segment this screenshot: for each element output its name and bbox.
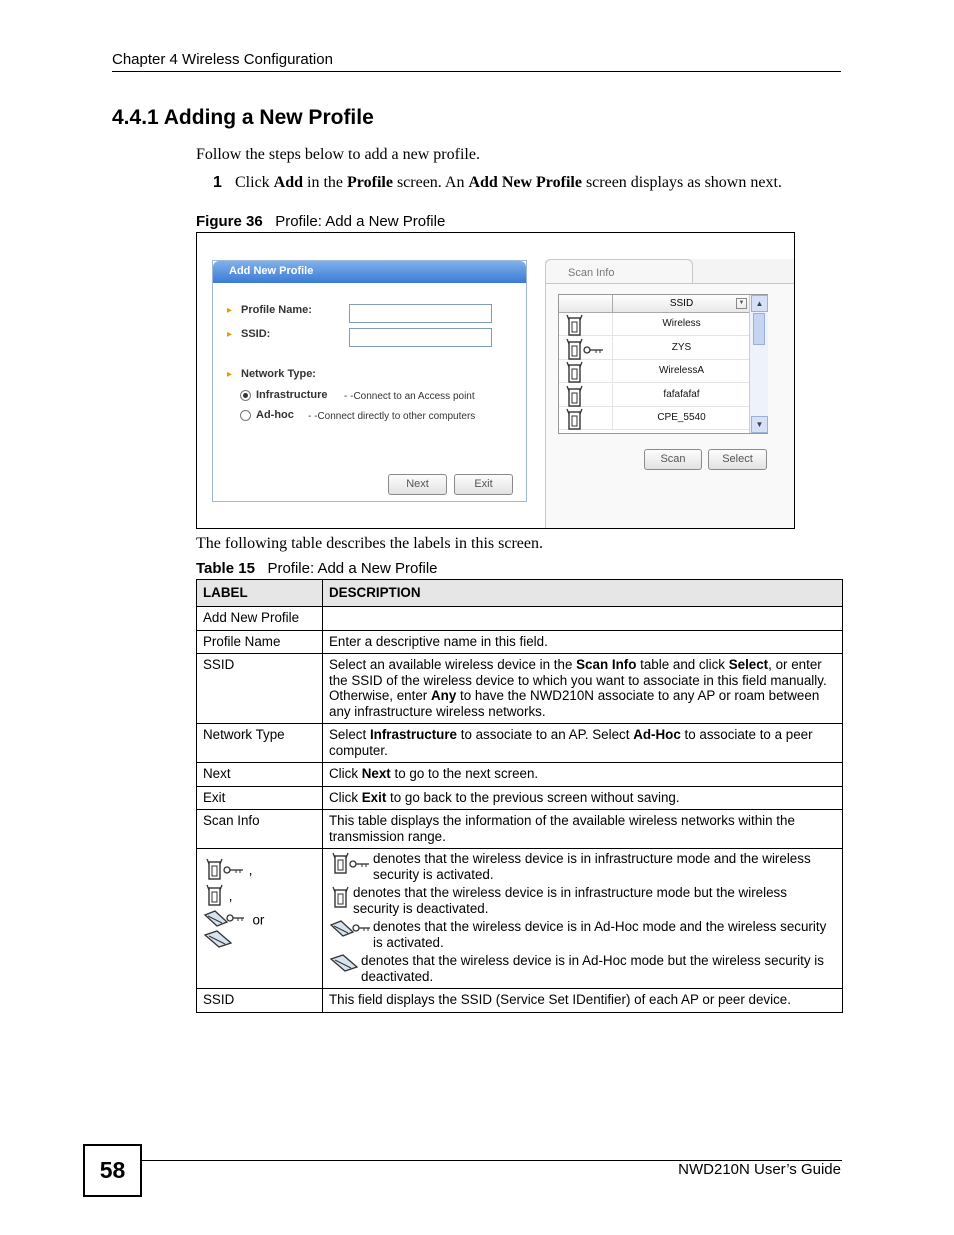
row-label: Exit [197, 786, 323, 810]
icon-legend-cell: , , or [197, 849, 323, 989]
chapter-header: Chapter 4 Wireless Configuration [112, 51, 333, 68]
scan-row-ssid: ZYS [612, 337, 750, 359]
table-row [197, 810, 843, 849]
scan-row[interactable] [559, 313, 749, 336]
table-caption: Table 15 Profile: Add a New Profile [196, 560, 438, 577]
infrastructure-desc: - -Connect to an Access point [344, 391, 475, 402]
panel-title-bar [213, 261, 526, 283]
label-header: LABEL [197, 580, 323, 607]
scan-row[interactable] [559, 337, 749, 360]
scan-row[interactable] [559, 360, 749, 383]
ap-open-icon [329, 885, 351, 913]
row-description: Enter a descriptive name in this field. [323, 630, 843, 654]
select-button[interactable]: Select [708, 449, 767, 470]
bullet-arrow-icon: ▸ [227, 305, 233, 316]
adhoc-secured-icon [329, 919, 371, 943]
figure-caption: Figure 36 Profile: Add a New Profile [196, 213, 446, 230]
add-new-profile-panel [212, 260, 527, 502]
row-label: SSID [197, 989, 323, 1013]
profile-name-field[interactable] [349, 304, 492, 323]
table-row-icons [197, 849, 843, 989]
table-row [197, 654, 843, 724]
description-table [196, 579, 843, 1013]
scroll-down-icon[interactable]: ▼ [751, 416, 768, 433]
following-text: The following table describes the labels in this screen. [196, 535, 544, 552]
adhoc-open-icon [203, 929, 233, 953]
scan-row-ssid: WirelessA [612, 360, 750, 382]
header-rule [112, 71, 841, 72]
table-header-row [197, 580, 843, 607]
table-row [197, 607, 843, 631]
page-number: 58 [83, 1144, 142, 1197]
ap-secured-icon [329, 851, 371, 879]
step-number: 1 [213, 174, 222, 191]
row-description: Select Infrastructure to associate to an AP. Select Ad-Hoc to associate to a peer computer. [323, 724, 843, 763]
description-header: DESCRIPTION [323, 580, 843, 607]
tab-scan-info[interactable] [545, 259, 693, 285]
row-label: Network Type [197, 724, 323, 763]
scan-row-ssid: fafafafaf [612, 384, 750, 406]
step-text: Click Add in the Profile screen. An Add New Profile screen displays as shown next. [235, 174, 782, 191]
row-description: Click Next to go to the next screen. [323, 763, 843, 787]
scan-row[interactable] [559, 407, 749, 430]
row-description: This field displays the SSID (Service Set IDentifier) of each AP or peer device. [323, 989, 843, 1013]
row-label: Profile Name [197, 630, 323, 654]
panel-title: Add New Profile [229, 265, 314, 277]
icon-column-header [559, 295, 612, 313]
row-label: SSID [197, 654, 323, 724]
table-row [197, 786, 843, 810]
adhoc-open-icon [329, 953, 359, 977]
row-description: Select an available wireless device in the Scan Info table and click Select, or enter the SSID of the wireless device to which you want to associate in this field manually. Otherwise, enter Any to have the NWD210N associate to any AP or roam between any infrastructure wireless networks. [323, 654, 843, 724]
sort-dropdown-icon[interactable]: ▼ [736, 298, 747, 309]
infrastructure-radio[interactable] [240, 390, 251, 401]
row-description: Click Exit to go back to the previous screen without saving. [323, 786, 843, 810]
scroll-up-icon[interactable]: ▲ [751, 295, 768, 312]
adhoc-desc: - -Connect directly to other computers [308, 411, 476, 422]
row-label: Add New Profile [197, 607, 323, 631]
intro-text: Follow the steps below to add a new profile. [196, 146, 480, 163]
profile-name-label: Profile Name: [241, 304, 312, 316]
network-type-label: Network Type: [241, 368, 316, 380]
ssid-label: SSID: [241, 328, 271, 340]
bullet-arrow-icon: ▸ [227, 369, 233, 380]
row-label: Next [197, 763, 323, 787]
ssid-field[interactable] [349, 328, 492, 347]
scan-row-ssid: CPE_5540 [612, 407, 750, 429]
scan-row-ssid: Wireless [612, 313, 750, 335]
table-row [197, 724, 843, 763]
icon-descriptions: denotes that the wireless device is in infrastructure mode and the wireless security is activated. denotes that the wireless device is in infrastructure mode but the wireless security is deactivated. denotes that the wireless device is in Ad-Hoc mode and the wireless security is activated. denotes that the wireless device is in Ad-Hoc mode but the wireless security is deactivated. [323, 849, 843, 989]
section-title: 4.4.1 Adding a New Profile [112, 106, 374, 129]
scan-info-tab-label: Scan Info [568, 267, 615, 279]
scan-table-scrollbar[interactable] [749, 295, 768, 433]
adhoc-radio[interactable] [240, 410, 251, 421]
table-row [197, 630, 843, 654]
bullet-arrow-icon: ▸ [227, 329, 233, 340]
scroll-thumb[interactable] [753, 313, 765, 345]
figure-screenshot [196, 232, 795, 529]
row-description [323, 607, 843, 631]
infrastructure-label: Infrastructure [256, 389, 328, 401]
ap-open-icon [203, 883, 225, 911]
row-label: Scan Info [197, 810, 323, 849]
table-row [197, 989, 843, 1013]
scan-info-table [558, 294, 768, 434]
adhoc-label: Ad-hoc [256, 409, 294, 421]
scan-button[interactable]: Scan [644, 449, 702, 470]
scan-info-panel [545, 259, 794, 529]
next-button[interactable]: Next [388, 474, 447, 495]
ap-open-icon [563, 407, 585, 436]
ap-secured-icon [203, 857, 245, 885]
table-row [197, 763, 843, 787]
guide-title: NWD210N User’s Guide [678, 1161, 841, 1178]
ssid-column-header[interactable]: SSID ▼ [612, 295, 750, 313]
scan-row[interactable] [559, 384, 749, 407]
row-description: This table displays the information of the available wireless networks within the transmission range. [323, 810, 843, 849]
exit-button[interactable]: Exit [454, 474, 513, 495]
